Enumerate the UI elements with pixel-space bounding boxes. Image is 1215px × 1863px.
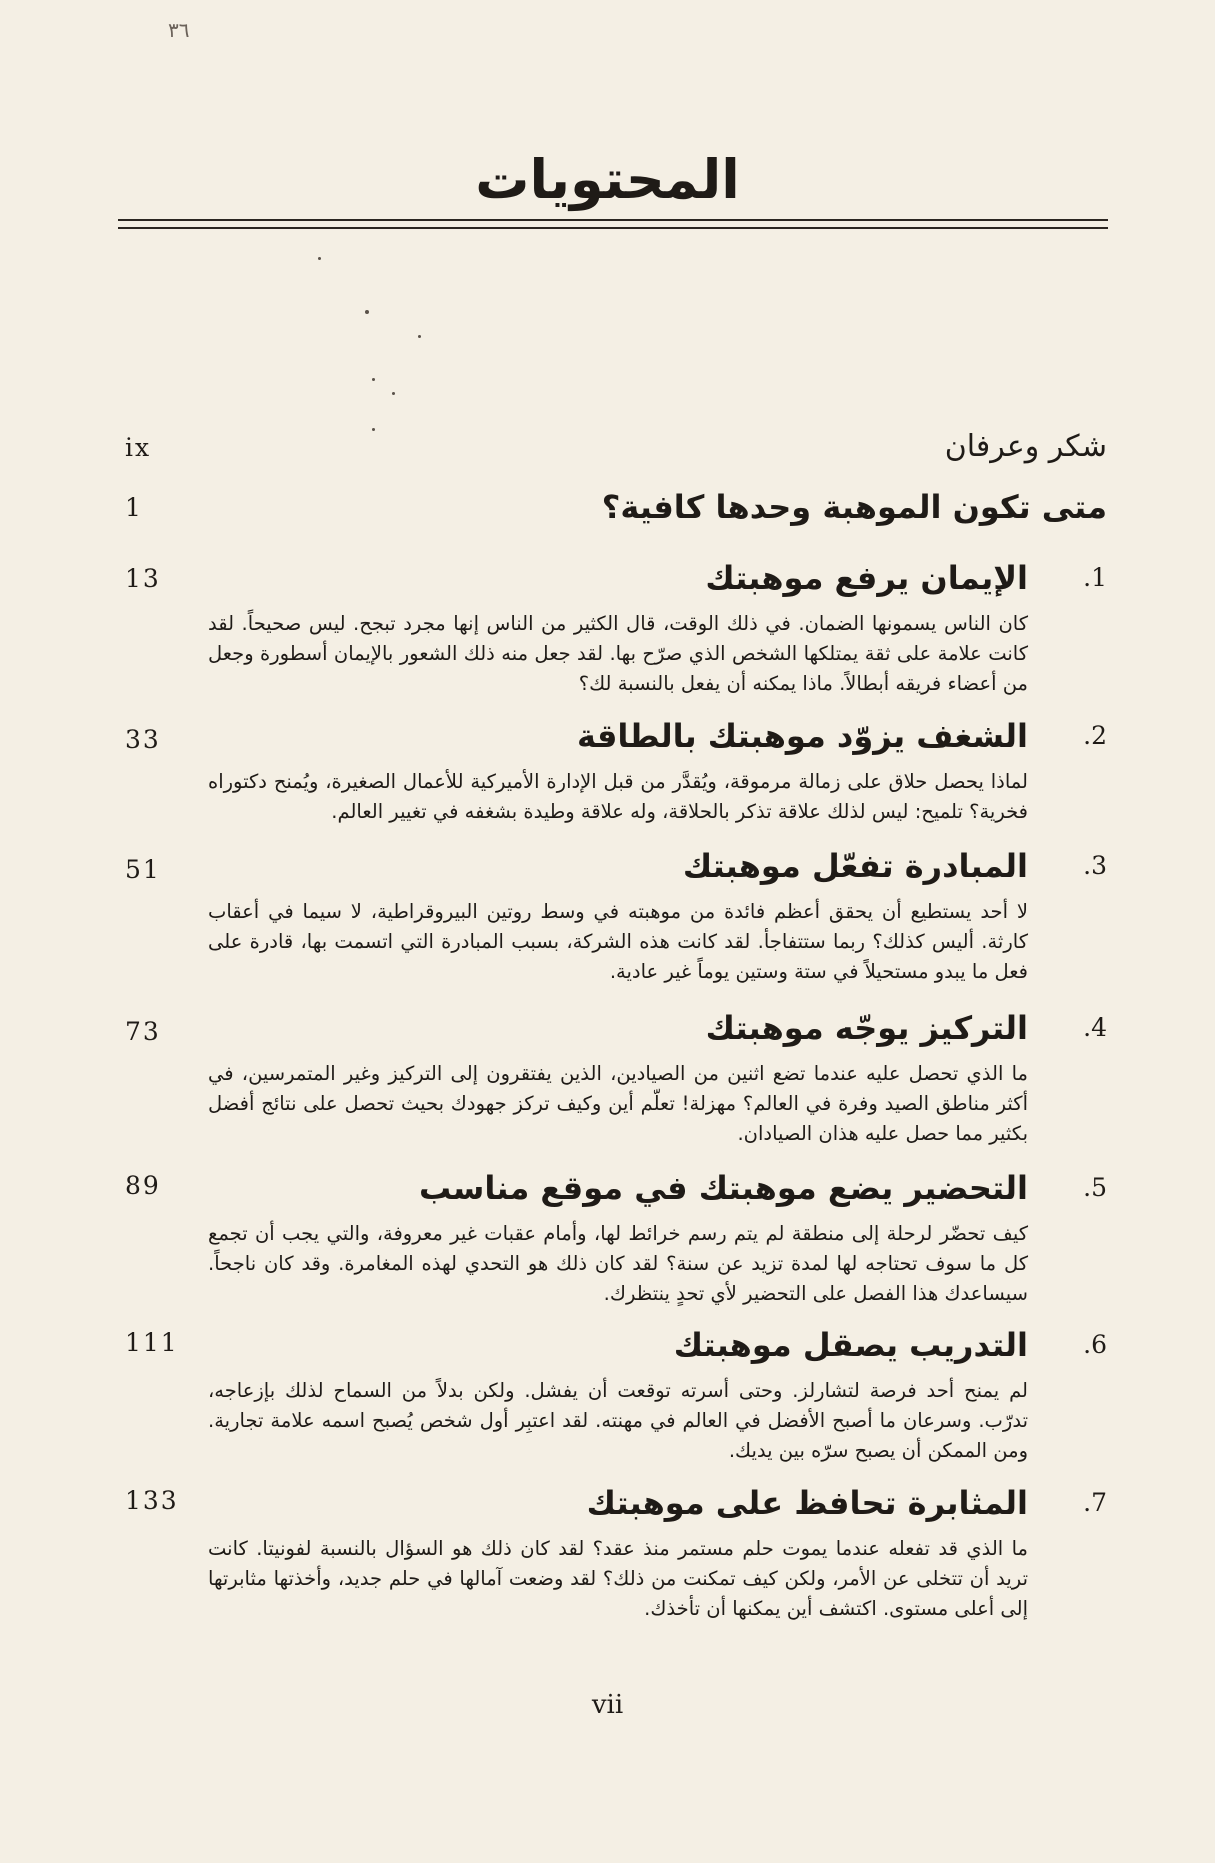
page-number: 13: [125, 564, 161, 593]
chapter-number: .2: [1083, 721, 1107, 750]
page-number: 133: [125, 1486, 179, 1515]
chapter-title: التدريب يصقل موهبتك: [673, 1326, 1028, 1364]
handwritten-mark: ٣٦: [168, 18, 190, 42]
page-number: 33: [125, 725, 161, 754]
paper-speck: [392, 392, 395, 395]
chapter-title: التركيز يوجّه موهبتك: [705, 1009, 1028, 1047]
chapter-number: .1: [1083, 563, 1107, 592]
page-number: 73: [125, 1017, 161, 1046]
chapter-number: .4: [1083, 1013, 1107, 1042]
chapter-title: الإيمان يرفع موهبتك: [705, 559, 1028, 597]
entry-title: شكر وعرفان: [944, 429, 1107, 464]
chapter-description: ما الذي قد تفعله عندما يموت حلم مستمر منذ عقد؟ لقد كان ذلك هو السؤال بالنسبة لفونيتا. كانت تريد أن تتخلى عن الأمر، ولكن كيف تمكنت من ذلك؟ لقد وضعت آمالها في حلم جديد، وأخذتها مثابرتها إلى أعلى مستوى. اكتشف أين يمكنها أن تأخذك.: [208, 1537, 1028, 1620]
chapter-number: .5: [1083, 1173, 1107, 1202]
chapter-number: .3: [1083, 851, 1107, 880]
page-number: ix: [125, 433, 152, 462]
chapter-description: لماذا يحصل حلاق على زمالة مرموقة، ويُقدَّر من قبل الإدارة الأميركية للأعمال الصغيرة، ويُمنح دكتوراه فخرية؟ تلميح: ليس لذلك علاقة تذكر بالحلاقة، وله علاقة وطيدة بشغفه في تغيير العالم.: [208, 770, 1028, 823]
chapter-description: لا أحد يستطيع أن يحقق أعظم فائدة من موهبته في وسط روتين البيروقراطية، لا سيما في أعقاب كارثة. أليس كذلك؟ ربما ستتفاجأ. لقد كانت هذه الشركة، بسبب المبادرة التي اتسمت بها، قادرة على فعل ما يبدو مستحيلاً في ستة وستين يوماً غير عادية.: [208, 900, 1028, 983]
chapter-description: ما الذي تحصل عليه عندما تضع اثنين من الصيادين، الذين يفتقرون إلى التركيز وغير المتمرسين، في أكثر مناطق الصيد وفرة في العالم؟ مهزلة! تعلّم أين وكيف تركز جهودك بحيث تحصل على نتائج أفضل بكثير مما حصل عليه هذان الصيادان.: [208, 1062, 1028, 1145]
chapter-title: المبادرة تفعّل موهبتك: [682, 847, 1028, 885]
chapter-description: كيف تحضّر لرحلة إلى منطقة لم يتم رسم خرائط لها، وأمام عقبات غير معروفة، والتي يجب أن تجمع كل ما سوف تحتاجه لها لمدة تزيد عن سنة؟ لقد كان ذلك هو التحدي لهذه المغامرة. وقد كان ناجحاً. سيساعدك هذا الفصل على التحضير لأي تحدٍ ينتظرك.: [208, 1222, 1028, 1305]
page-number: 89: [125, 1171, 161, 1200]
page-folio: vii: [591, 1690, 624, 1720]
chapter-title: الشغف يزوّد موهبتك بالطاقة: [577, 717, 1028, 755]
paper-speck: [418, 335, 421, 338]
chapter-description: لم يمنح أحد فرصة لتشارلز. وحتى أسرته توقعت أن يفشل. ولكن بدلاً من السماح لذلك بإزعاجه، تدرّب. وسرعان ما أصبح الأفضل في العالم في مهنته. لقد اعتبِر أول شخص يُصبح اسمه علامة تجارية. ومن الممكن أن يصبح سرّه بين يديك.: [208, 1379, 1028, 1462]
chapter-number: .6: [1083, 1330, 1107, 1359]
page-title: المحتويات: [475, 148, 740, 211]
chapter-description: كان الناس يسمونها الضمان. في ذلك الوقت، قال الكثير من الناس إنها مجرد تبجح. ليس صحيحاً. لقد كانت علامة على ثقة يمتلكها الشخص الذي صرّح بها. لقد جعل منه ذلك الشعور بالإيمان أسطورة وجعل من أعضاء فريقه أبطالاً. ماذا يمكنه أن يفعل بالنسبة لك؟: [208, 612, 1028, 695]
chapter-title: التحضير يضع موهبتك في موقع مناسب: [419, 1169, 1028, 1207]
chapter-title: المثابرة تحافظ على موهبتك: [586, 1484, 1028, 1522]
chapter-number: .7: [1083, 1488, 1107, 1517]
page-number: 1: [125, 493, 143, 522]
paper-speck: [365, 310, 369, 314]
entry-title: متى تكون الموهبة وحدها كافية؟: [601, 488, 1107, 526]
paper-speck: [372, 378, 375, 381]
page-number: 51: [125, 855, 161, 884]
title-rule-top: [118, 219, 1108, 221]
title-rule-bottom: [118, 227, 1108, 229]
page-number: 111: [125, 1328, 179, 1357]
paper-speck: [318, 257, 321, 260]
